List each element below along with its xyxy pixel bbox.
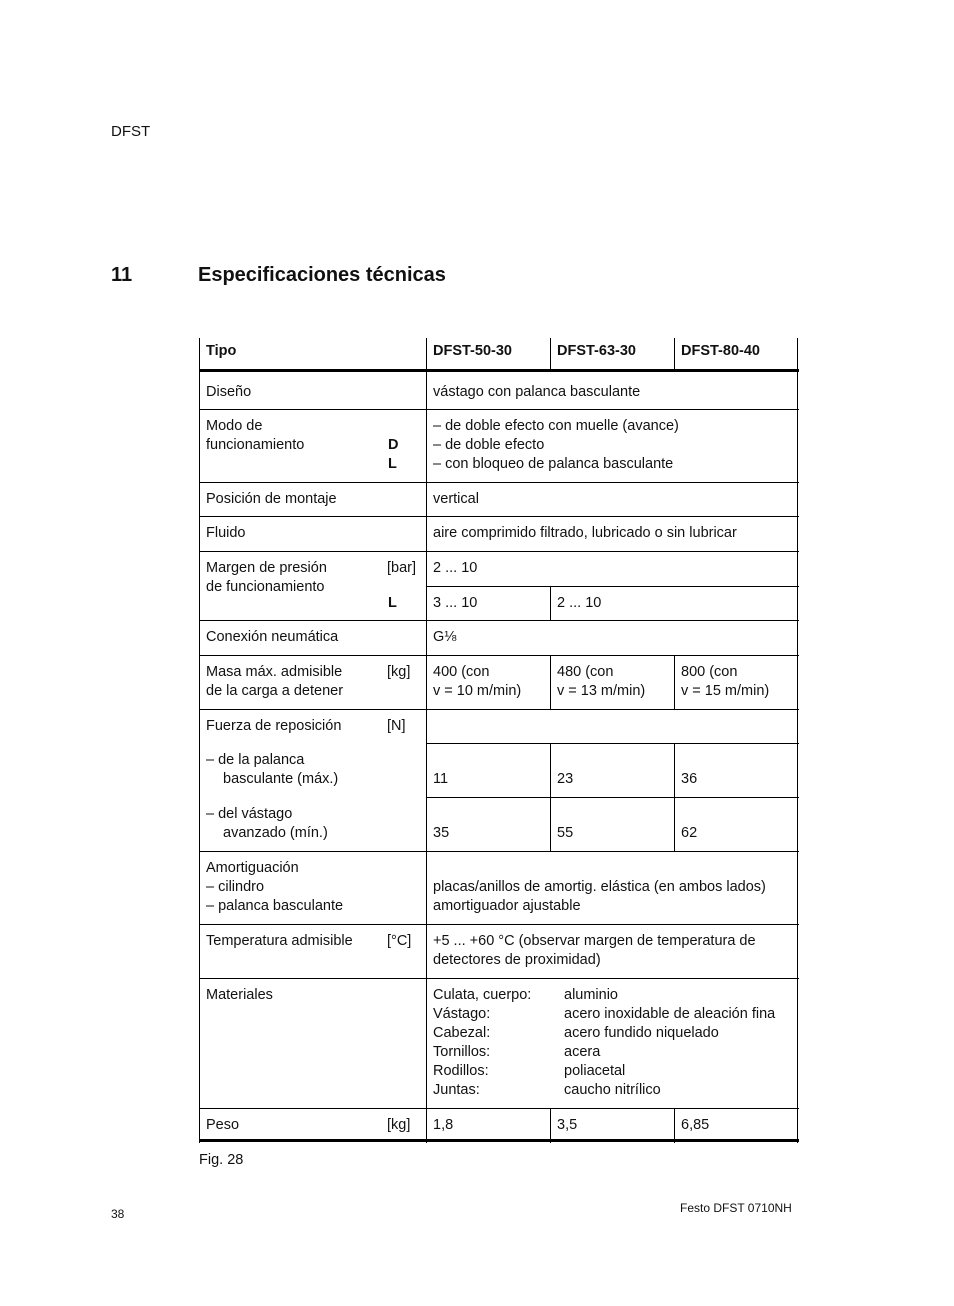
mass-value: v = 15 m/min) [681, 683, 770, 699]
rule-col2b [550, 586, 551, 621]
rule-col1 [426, 338, 427, 1143]
mass-value: 400 (con [433, 664, 490, 680]
temperature-value: detectores de proximidad) [433, 952, 601, 968]
row-label-mounting: Posición de montaje [206, 491, 337, 507]
rule-row [199, 482, 799, 483]
row-label-damping: – cilindro [206, 879, 265, 895]
running-header: DFST [111, 123, 151, 140]
rule-col2a [550, 338, 551, 370]
row-label-pressure: Margen de presión [206, 560, 327, 576]
rule-col3e [674, 1109, 675, 1143]
force-unit: [N] [387, 718, 406, 734]
force-rod-label: – del vástago [206, 806, 293, 822]
row-label-mode: funcionamiento [206, 437, 305, 453]
rule-row [199, 709, 799, 710]
mounting-value: vertical [433, 491, 479, 507]
fluid-value: aire comprimido filtrado, lubricado o sin lubricar [433, 525, 737, 541]
mass-unit: [kg] [387, 664, 411, 680]
mode-code-d: D [388, 437, 399, 453]
row-label-damping: – palanca basculante [206, 898, 344, 914]
col-header-model-3: DFST-80-40 [681, 343, 760, 359]
rule-col2e [550, 1109, 551, 1143]
rule-row [199, 924, 799, 925]
mass-value: 480 (con [557, 664, 614, 680]
mass-value: v = 13 m/min) [557, 683, 646, 699]
force-lever-label: basculante (máx.) [223, 771, 339, 787]
spec-table [199, 338, 799, 1143]
rule-header-bottom [199, 369, 799, 372]
force-lever-value: 11 [433, 771, 449, 787]
section-title: Especificaciones técnicas [198, 264, 446, 286]
row-label-connection: Conexión neumática [206, 629, 339, 645]
weight-value: 3,5 [557, 1117, 578, 1133]
weight-value: 6,85 [681, 1117, 710, 1133]
rule-row [199, 978, 799, 979]
row-label-weight: Peso [206, 1117, 240, 1133]
rule-col3c [674, 655, 675, 710]
rule-col3a [674, 338, 675, 370]
rule-row [199, 516, 799, 517]
material-part: Culata, cuerpo: [433, 987, 532, 1003]
page-number: 38 [111, 1207, 125, 1221]
mode-value: – de doble efecto [433, 437, 545, 453]
material-part: Cabezal: [433, 1025, 491, 1041]
rule-row [199, 655, 799, 656]
rule-subrow [426, 586, 799, 587]
rule-row [199, 1108, 799, 1109]
material-name: acero fundido niquelado [564, 1025, 719, 1041]
col-header-model-1: DFST-50-30 [433, 343, 512, 359]
row-label-mass: Masa máx. admisible [206, 664, 343, 680]
rule-col3d [674, 744, 675, 852]
row-label-mode: Modo de [206, 418, 263, 434]
rule-left [199, 338, 200, 1143]
col-header-model-2: DFST-63-30 [557, 343, 636, 359]
rule-row [199, 620, 799, 621]
temperature-value: +5 ... +60 °C (observar margen de temperatura de [433, 933, 756, 949]
footer-doc-ref: Festo DFST 0710NH [680, 1201, 792, 1215]
row-label-pressure: de funcionamiento [206, 579, 325, 595]
row-label-design: Diseño [206, 384, 252, 400]
material-name: acera [564, 1044, 601, 1060]
pressure-value-l: 2 ... 10 [557, 595, 602, 611]
rule-row [199, 551, 799, 552]
force-lever-value: 23 [557, 771, 574, 787]
row-label-damping: Amortiguación [206, 860, 299, 876]
material-part: Juntas: [433, 1082, 480, 1098]
material-name: poliacetal [564, 1063, 626, 1079]
mode-value: – de doble efecto con muelle (avance) [433, 418, 679, 434]
material-name: aluminio [564, 987, 618, 1003]
force-lever-value: 36 [681, 771, 698, 787]
material-part: Rodillos: [433, 1063, 489, 1079]
rule-col2d [550, 744, 551, 852]
temperature-unit: [°C] [387, 933, 412, 949]
row-label-mass: de la carga a detener [206, 683, 344, 699]
col-header-type: Tipo [206, 343, 237, 359]
material-name: acero inoxidable de aleación fina [564, 1006, 776, 1022]
rule-right [797, 338, 798, 1143]
mode-code-l: L [388, 456, 397, 472]
pressure-unit: [bar] [387, 560, 417, 576]
rule-subrow [426, 743, 799, 744]
row-label-materials: Materiales [206, 987, 273, 1003]
force-rod-label: avanzado (mín.) [223, 825, 328, 841]
force-rod-value: 62 [681, 825, 698, 841]
connection-value: G⅛ [433, 629, 457, 645]
row-label-fluid: Fluido [206, 525, 246, 541]
weight-unit: [kg] [387, 1117, 411, 1133]
row-label-force: Fuerza de reposición [206, 718, 342, 734]
pressure-value-l: 3 ... 10 [433, 595, 478, 611]
design-value: vástago con palanca basculante [433, 384, 641, 400]
material-part: Tornillos: [433, 1044, 491, 1060]
figure-caption: Fig. 28 [199, 1152, 244, 1168]
mode-value: – con bloqueo de palanca basculante [433, 456, 674, 472]
pressure-code-l: L [388, 595, 397, 611]
mass-value: 800 (con [681, 664, 738, 680]
rule-row [199, 409, 799, 410]
rule-col2c [550, 655, 551, 710]
mass-value: v = 10 m/min) [433, 683, 522, 699]
damping-value: placas/anillos de amortig. elástica (en ambos lados) [433, 879, 766, 895]
rule-table-bottom [199, 1139, 799, 1142]
force-rod-value: 55 [557, 825, 574, 841]
weight-value: 1,8 [433, 1117, 454, 1133]
force-lever-label: – de la palanca [206, 752, 305, 768]
force-rod-value: 35 [433, 825, 450, 841]
damping-value: amortiguador ajustable [433, 898, 581, 914]
section-number: 11 [111, 264, 133, 286]
material-name: caucho nitrílico [564, 1082, 661, 1098]
pressure-value-all: 2 ... 10 [433, 560, 478, 576]
material-part: Vástago: [433, 1006, 491, 1022]
rule-subrow [426, 797, 799, 798]
row-label-temperature: Temperatura admisible [206, 933, 353, 949]
rule-row [199, 851, 799, 852]
